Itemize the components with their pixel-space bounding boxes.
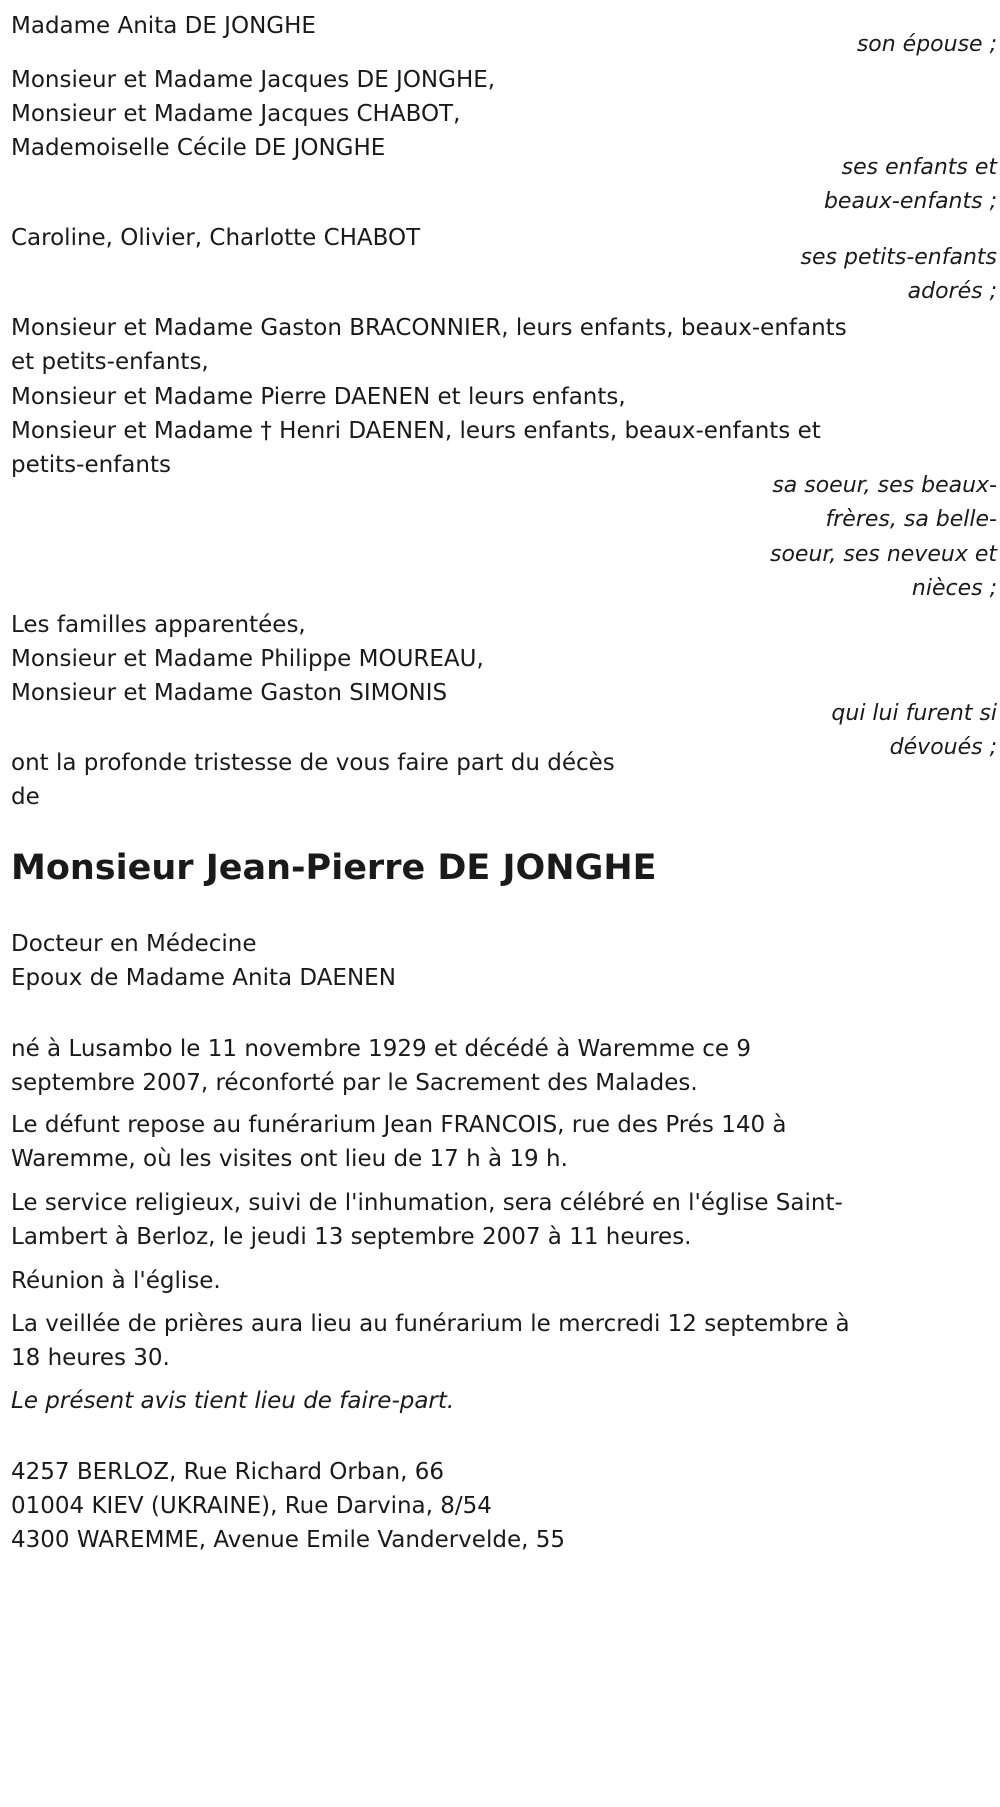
child-line: Monsieur et Madame Jacques DE JONGHE, <box>11 67 496 93</box>
address-line: 4300 WAREMME, Avenue Emile Vandervelde, 55 <box>11 1527 565 1553</box>
sibling-line: petits-enfants <box>11 452 171 478</box>
siblings-relation-line: sa soeur, ses beaux- <box>772 473 997 498</box>
relatives-line: Monsieur et Madame Philippe MOUREAU, <box>11 646 484 672</box>
child-line: Mademoiselle Cécile DE JONGHE <box>11 135 386 161</box>
siblings-relation-line: frères, sa belle- <box>825 507 997 532</box>
children-relation-line: ses enfants et <box>841 155 997 180</box>
sibling-line: Monsieur et Madame † Henri DAENEN, leurs enfants, beaux-enfants et <box>11 418 821 444</box>
grandchildren-relation-line: ses petits-enfants <box>800 245 997 270</box>
service-line: Le service religieux, suivi de l'inhumation, sera célébré en l'église Saint- <box>11 1190 843 1216</box>
deceased-title: Docteur en Médecine <box>11 931 257 957</box>
address-line: 01004 KIEV (UKRAINE), Rue Darvina, 8/54 <box>11 1493 492 1519</box>
funerarium-line: Le défunt repose au funérarium Jean FRANCOIS, rue des Prés 140 à <box>11 1112 787 1138</box>
siblings-relation-line: soeur, ses neveux et <box>769 542 997 567</box>
relatives-line: Les familles apparentées, <box>11 612 306 638</box>
deceased-spouse: Epoux de Madame Anita DAENEN <box>11 965 396 991</box>
meeting-line: Réunion à l'église. <box>11 1268 221 1294</box>
obituary-notice <box>11 0 997 1807</box>
child-line: Monsieur et Madame Jacques CHABOT, <box>11 101 461 127</box>
birth-death-line: né à Lusambo le 11 novembre 1929 et décédé à Waremme ce 9 <box>11 1036 751 1062</box>
announcement-line: de <box>11 784 40 810</box>
spouse-relation: son épouse ; <box>856 32 997 57</box>
sibling-line: Monsieur et Madame Gaston BRACONNIER, leurs enfants, beaux-enfants <box>11 315 847 341</box>
deceased-name: Monsieur Jean-Pierre DE JONGHE <box>11 848 657 888</box>
vigil-line: La veillée de prières aura lieu au funérarium le mercredi 12 septembre à <box>11 1311 850 1337</box>
vigil-line: 18 heures 30. <box>11 1345 170 1371</box>
relatives-line: Monsieur et Madame Gaston SIMONIS <box>11 680 448 706</box>
grandchildren-relation-line: adorés ; <box>907 279 997 304</box>
address-line: 4257 BERLOZ, Rue Richard Orban, 66 <box>11 1459 444 1485</box>
notice-line: Le présent avis tient lieu de faire-part. <box>11 1388 455 1414</box>
relatives-relation-line: qui lui furent si <box>831 701 997 726</box>
children-relation-line: beaux-enfants ; <box>823 189 997 214</box>
birth-death-line: septembre 2007, réconforté par le Sacrement des Malades. <box>11 1070 698 1096</box>
announcement-line: ont la profonde tristesse de vous faire part du décès <box>11 750 615 776</box>
funerarium-line: Waremme, où les visites ont lieu de 17 h à 19 h. <box>11 1146 568 1172</box>
sibling-line: Monsieur et Madame Pierre DAENEN et leurs enfants, <box>11 384 626 410</box>
relatives-relation-line: dévoués ; <box>889 735 997 760</box>
siblings-relation-line: nièces ; <box>911 576 997 601</box>
service-line: Lambert à Berloz, le jeudi 13 septembre 2007 à 11 heures. <box>11 1224 692 1250</box>
grandchildren-line: Caroline, Olivier, Charlotte CHABOT <box>11 225 421 251</box>
spouse-name: Madame Anita DE JONGHE <box>11 13 316 39</box>
sibling-line: et petits-enfants, <box>11 349 209 375</box>
